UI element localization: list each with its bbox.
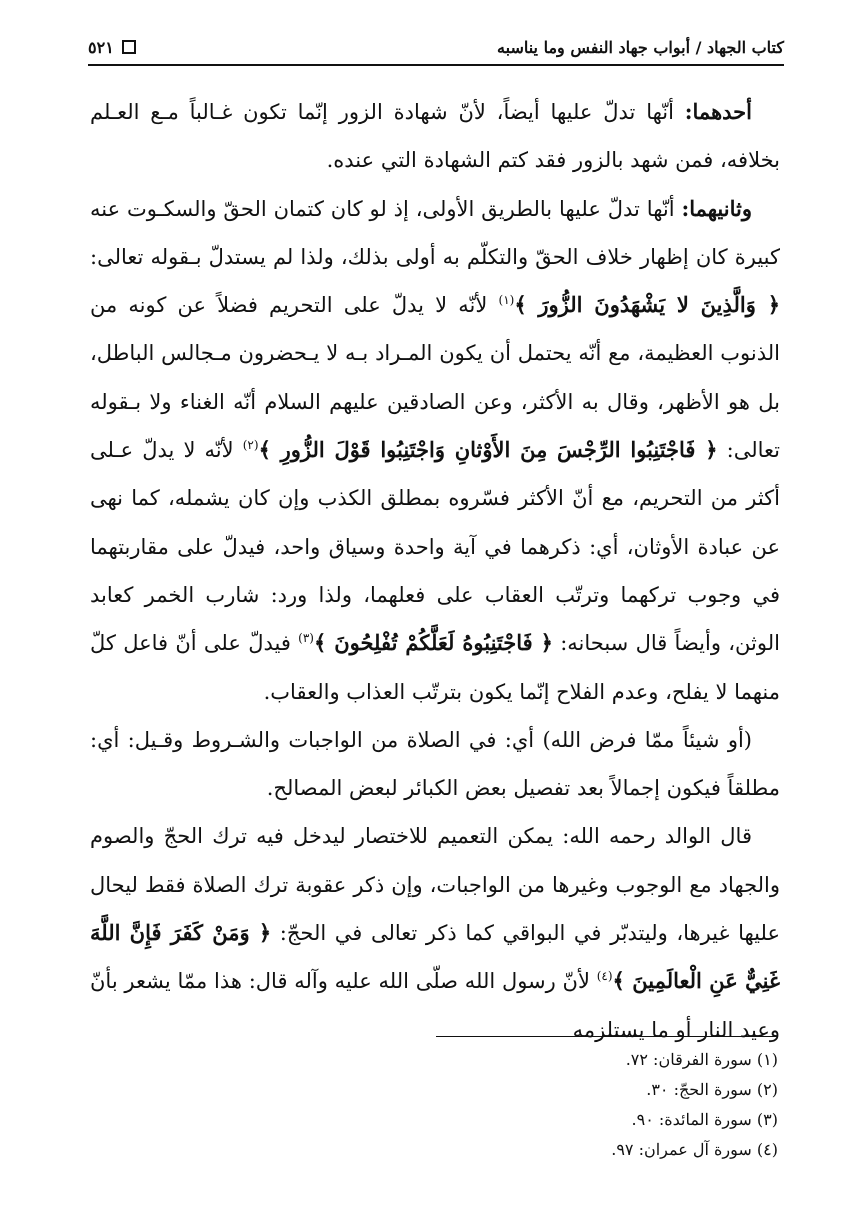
paragraph-text: لأنّه لا يدلّ عـلى أكثر من التحريم، مع أنّ الأكثر فسّروه بمطلق الكذب وإن كان يشمله، كما نهى عن عبادة الأوثان، أي: ذكرهما في آية واحدة وسياق واحد، فيدلّ على مقاربتهما في وجوب تركهما وترتّب العقاب على فعلهما، ولذا ورد: شارب الخمر كعابد الوثن، وأيضاً قال سبحانه: <box>90 438 780 656</box>
paragraph-text: لأنّه لا يدلّ على التحريم فضلاً عن كونه من الذنوب العظيمة، مع أنّه يحتمل أن يكون المـراد بـه لا يـحضرون مـجالس الباطل، بل هو الأظهر، وقال به الأكثر، وعن الصادقين عليهم السلام أنّه الغناء ولا بـقوله تعالى: <box>90 293 780 463</box>
paragraph-text: قال الوالد رحمه الله: يمكن التعميم للاختصار ليدخل فيه ترك الحجّ والصوم والجهاد مع الوجوب وغيرها من الواجبات، وإن ذكر عقوبة ترك الصلاة فقط ليحال عليها غيرها، وليتدبّر في البواقي كما ذكر تعالى في الحجّ: <box>90 824 781 946</box>
paragraph-lead: أحدهما: <box>684 99 752 124</box>
footnote-ref[interactable]: (٣) <box>298 631 314 646</box>
paragraph-father-quote <box>90 812 780 1053</box>
main-text <box>90 88 780 1054</box>
paragraph-second-reason <box>90 185 780 716</box>
footnote-item: (٤) سورة آل عمران: ٩٧. <box>611 1140 778 1159</box>
quran-verse: ﴿ وَمَنْ كَفَرَ فَإِنَّ اللَّهَ غَنِيٌّ عَنِ الْعالَمِينَ ﴾ <box>90 920 781 994</box>
paragraph-text: أنّها تدلّ عليها أيضاً، لأنّ شهادة الزور إنّما تكون غـالباً مـع العـلم بخلافه، فمن شهد بالزور فقد كتم الشهادة التي عنده. <box>90 100 780 173</box>
footnote-item: (١) سورة الفرقان: ٧٢. <box>625 1050 778 1069</box>
footnote-item: (٢) سورة الحجّ: ٣٠. <box>646 1080 778 1099</box>
footnotes <box>378 1045 778 1165</box>
square-ornament-icon <box>122 40 136 54</box>
page-number-group <box>88 38 136 57</box>
footnote-ref[interactable]: (١) <box>498 293 515 308</box>
running-header <box>88 30 784 66</box>
paragraph-lead: وثانيهما: <box>681 195 752 221</box>
footnote-ref[interactable]: (٤) <box>596 969 613 984</box>
paragraph-text: فيدلّ على أنّ فاعل كلّ منهما لا يفلح، وعدم الفلاح إنّما يكون بترتّب العذاب والعقاب. <box>90 631 780 704</box>
paragraph-text: أنّها تدلّ عليها بالطريق الأولى، إذ لو كان كتمان الحقّ والسكـوت عنه كبيرة كان إظهار خلاف الحقّ والتكلّم به أولى بذلك، ولذا لم يستدلّ بـقوله تعالى: <box>90 196 780 269</box>
quran-verse: ﴿ فَاجْتَنِبُوا الرِّجْسَ مِنَ الأَوْثانِ وَاجْتَنِبُوا قَوْلَ الزُّورِ ﴾ <box>258 437 718 463</box>
paragraph-commentary <box>90 716 780 813</box>
quran-verse: ﴿ وَالَّذِينَ لا يَشْهَدُونَ الزُّورَ ﴾ <box>514 292 780 318</box>
paragraph-text: لأنّ رسول الله صلّى الله عليه وآله قال: هذا ممّا يشعر بأنّ وعيد النار أو ما يستلزمه <box>90 969 780 1042</box>
footnote-item: (٣) سورة المائدة: ٩٠. <box>631 1110 778 1129</box>
page-number: ٥٢١ <box>88 37 114 57</box>
footnote-ref[interactable]: (٢) <box>242 438 259 453</box>
footnote-separator <box>436 1036 778 1037</box>
chapter-title: كتاب الجهاد / أبواب جهاد النفس وما يناسبه <box>497 37 784 57</box>
quran-verse: ﴿ فَاجْتَنِبُوهُ لَعَلَّكُمْ تُفْلِحُونَ ﴾ <box>313 630 553 656</box>
paragraph-text: (أو شيئاً ممّا فرض الله) أي: في الصلاة من الواجبات والشـروط وقـيل: أي: مطلقاً فيكون إجمالاً بعد تفصيل بعض الكبائر لبعض المصالح. <box>90 727 780 801</box>
paragraph-first-reason <box>90 88 780 185</box>
